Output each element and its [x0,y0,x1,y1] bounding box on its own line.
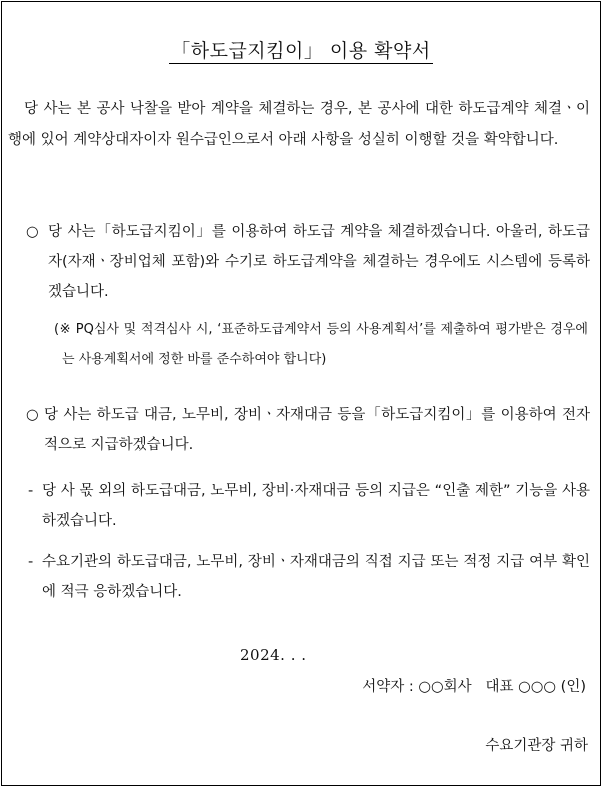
addressee: 수요기관장 귀하 [485,738,588,754]
pledge-item-2-text: 당 사는 하도급 대금, 노무비, 장비ㆍ자재대금 등을「하도급지킴이」를 이용하여 전자적으로 지급하겠습니다. [44,407,590,453]
sub-item-1-text: 당 사 몫 외의 하도급대금, 노무비, 장비·자재대금 등의 지급은 “인출 제한” 기능을 사용하겠습니다. [42,483,590,529]
sub-item-2-text: 수요기관의 하도급대금, 노무비, 장비ㆍ자재대금의 직접 지급 또는 적정 지급 여부 확인에 적극 응하겠습니다. [42,554,590,600]
signer-line: 서약자 : ○○회사 대표 ○○○ (인) [362,679,586,695]
circle-bullet-icon: ○ [26,224,39,240]
dash-bullet-icon: - [28,483,34,499]
pledge-item-2 [26,400,590,460]
pledge-item-1-text: 당 사는「하도급지킴이」를 이용하여 하도급 계약을 체결하겠습니다. 아울러, 하도급자(자재ㆍ장비업체 포함)와 수기로 하도급계약을 체결하는 경우에도 시스템에 등록하겠습니다. [48,224,590,300]
dash-bullet-icon: - [28,554,34,570]
document-title [2,38,600,64]
pledge-date: 2024. . . [240,646,307,664]
pledge-item-1-note-text: (※ PQ심사 및 적격심사 시, ‘표준하도급계약서 등의 사용계획서’를 제출하여 평가받은 경우에는 사용계획서에 정한 바를 준수하여야 합니다) [54,322,588,367]
pledge-item-1-note [54,315,588,375]
pledge-item-1 [26,217,590,307]
sub-item-2 [28,547,590,607]
circle-bullet-icon: ○ [26,407,39,423]
sub-item-1 [28,476,590,536]
intro-paragraph: 당 사는 본 공사 낙찰을 받아 계약을 체결하는 경우, 본 공사에 대한 하도급계약 체결ㆍ이행에 있어 계약상대자이자 원수급인으로서 아래 사항을 성실히 이행할 것을 확약합니다. [8,101,590,148]
pledge-document [1,1,601,786]
document-title-text: 「하도급지킴이」 이용 확약서 [171,40,431,62]
